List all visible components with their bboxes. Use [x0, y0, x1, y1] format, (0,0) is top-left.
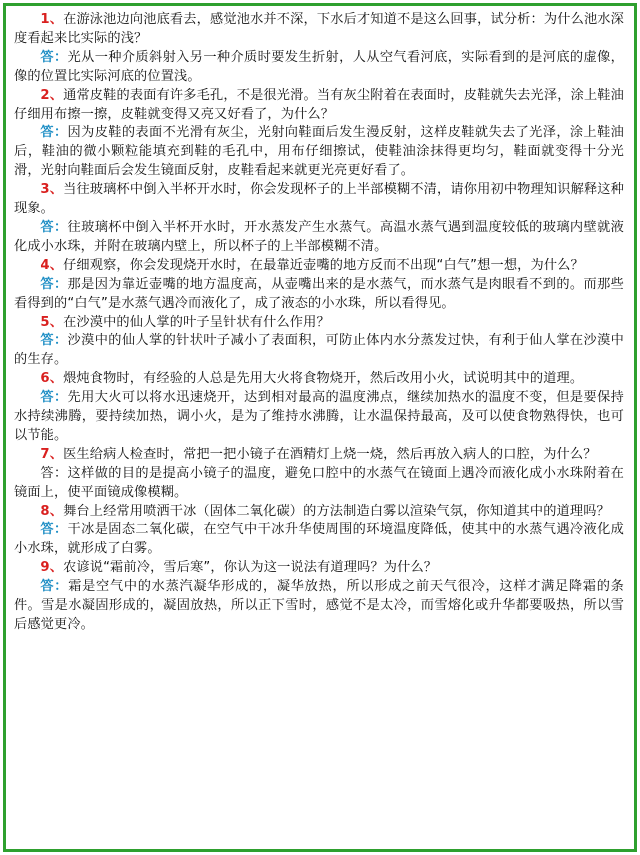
question-number: 1、: [40, 12, 64, 27]
question-2: [14, 87, 624, 125]
answer-label: 答：: [40, 276, 68, 292]
answer-6: [14, 389, 624, 446]
question-1: [14, 11, 624, 49]
answer-text: 沙漠中的仙人掌的针状叶子减小了表面积，可防止体内水分蒸发过快，有利于仙人掌在沙漠中的生存。: [14, 333, 624, 368]
answer-label: 答：: [40, 465, 68, 481]
question-number: 3、: [40, 182, 64, 198]
answer-9: [14, 578, 624, 635]
question-text: 通常皮鞋的表面有许多毛孔，不是很光滑。当有灰尘附着在表面时，皮鞋就失去光泽，涂上鞋油仔细用布擦一擦，皮鞋就变得又亮又好看了，为什么？: [14, 87, 624, 122]
answer-label: 答：: [40, 579, 69, 595]
answer-label: 答：: [40, 49, 68, 65]
answer-label: 答：: [40, 522, 68, 538]
answer-text: 因为皮鞋的表面不光滑有灰尘，光射向鞋面后发生漫反射，这样皮鞋就失去了光泽，涂上鞋油后，鞋油的微小颗粒能填充到鞋的毛孔中，用布仔细擦试，使鞋油涂抹得更均匀，鞋面就变得十分光滑，光射向鞋面后会发生镜面反射，皮鞋看起来就更光亮更好看了。: [14, 125, 624, 179]
question-number: 2、: [40, 87, 64, 103]
answer-label: 答：: [40, 333, 68, 349]
question-7: [14, 446, 624, 465]
answer-2: [14, 124, 624, 181]
answer-text: 光从一种介质斜射入另一种介质时要发生折射，人从空气看河底，实际看到的是河底的虚像，像的位置比实际河底的位置浅。: [14, 49, 624, 84]
question-8: [14, 503, 624, 522]
question-9: [14, 559, 624, 578]
question-3: [14, 181, 624, 219]
question-number: 9、: [40, 560, 64, 576]
answer-label: 答：: [40, 219, 68, 235]
question-4: [14, 257, 624, 276]
question-text: 煨炖食物时，有经验的人总是先用大火将食物烧开，然后改用小火，试说明其中的道理。: [63, 371, 584, 387]
question-text: 当往玻璃杯中倒入半杯开水时，你会发现杯子的上半部模糊不清，请你用初中物理知识解释这种现象。: [14, 182, 624, 217]
answer-text: 干冰是固态二氧化碳，在空气中干冰升华使周围的环境温度降低，使其中的水蒸气遇冷液化成小水珠，就形成了白雾。: [14, 522, 624, 557]
question-number: 8、: [40, 503, 64, 519]
question-number: 7、: [40, 446, 64, 462]
answer-text: 这样做的目的是提高小镜子的温度，避免口腔中的水蒸气在镜面上遇冷而液化成小水珠附着在镜面上，使平面镜成像模糊。: [14, 465, 624, 500]
question-text: 在沙漠中的仙人掌的叶子呈针状有什么作用？: [63, 314, 330, 330]
document-frame: [3, 3, 637, 852]
answer-3: [14, 219, 624, 257]
answer-5: [14, 332, 624, 370]
answer-text: 霜是空气中的水蒸汽凝华形成的，凝华放热，所以形成之前天气很冷，这样才满足降霜的条件。雪是水凝固形成的，凝固放热，所以正下雪时，感觉不是太冷，而雪熔化或升华都要吸热，所以雪后感觉更冷。: [14, 579, 624, 632]
question-text: 在游泳池边向池底看去，感觉池水并不深，下水后才知道不是这么回事，试分析：为什么池水深度看起来比实际的浅？: [14, 12, 624, 46]
question-text: 舞台上经常用喷洒干冰（固体二氧化碳）的方法制造白雾以渲染气氛，你知道其中的道理吗？: [63, 503, 610, 519]
answer-7: [14, 465, 624, 503]
question-6: [14, 370, 624, 389]
answer-text: 那是因为靠近壶嘴的地方温度高，从壶嘴出来的是水蒸气，而水蒸气是肉眼看不到的。而那些看得到的“白气”是水蒸气遇冷而液化了，成了液态的小水珠，所以看得见。: [14, 276, 624, 311]
question-5: [14, 314, 624, 333]
question-text: 医生给病人检查时，常把一把小镜子在酒精灯上烧一烧，然后再放入病人的口腔，为什么？: [63, 446, 597, 462]
question-number: 6、: [40, 371, 64, 387]
answer-text: 往玻璃杯中倒入半杯开水时，开水蒸发产生水蒸气。高温水蒸气遇到温度较低的玻璃内壁就液化成小水珠，并附在玻璃内壁上，所以杯子的上半部模糊不清。: [14, 219, 624, 254]
answer-4: [14, 276, 624, 314]
question-text: 仔细观察，你会发现烧开水时，在最靠近壶嘴的地方反而不出现“白气”想一想，为什么？: [63, 257, 584, 273]
answer-label: 答：: [40, 390, 68, 406]
qa-list: [6, 6, 634, 635]
answer-8: [14, 521, 624, 559]
question-number: 5、: [40, 314, 64, 330]
answer-label: 答：: [40, 125, 68, 141]
answer-text: 先用大火可以将水迅速烧开，达到相对最高的温度沸点，继续加热水的温度不变，但是要保持水持续沸腾，要持续加热，调小火，是为了维持水沸腾，让水温保持最高，及可以使食物熟得快，也可以节能。: [14, 390, 624, 443]
question-number: 4、: [40, 257, 64, 273]
answer-1: [14, 49, 624, 87]
question-text: 农谚说“霜前冷，雪后寒”，你认为这一说法有道理吗？为什么？: [63, 560, 438, 576]
